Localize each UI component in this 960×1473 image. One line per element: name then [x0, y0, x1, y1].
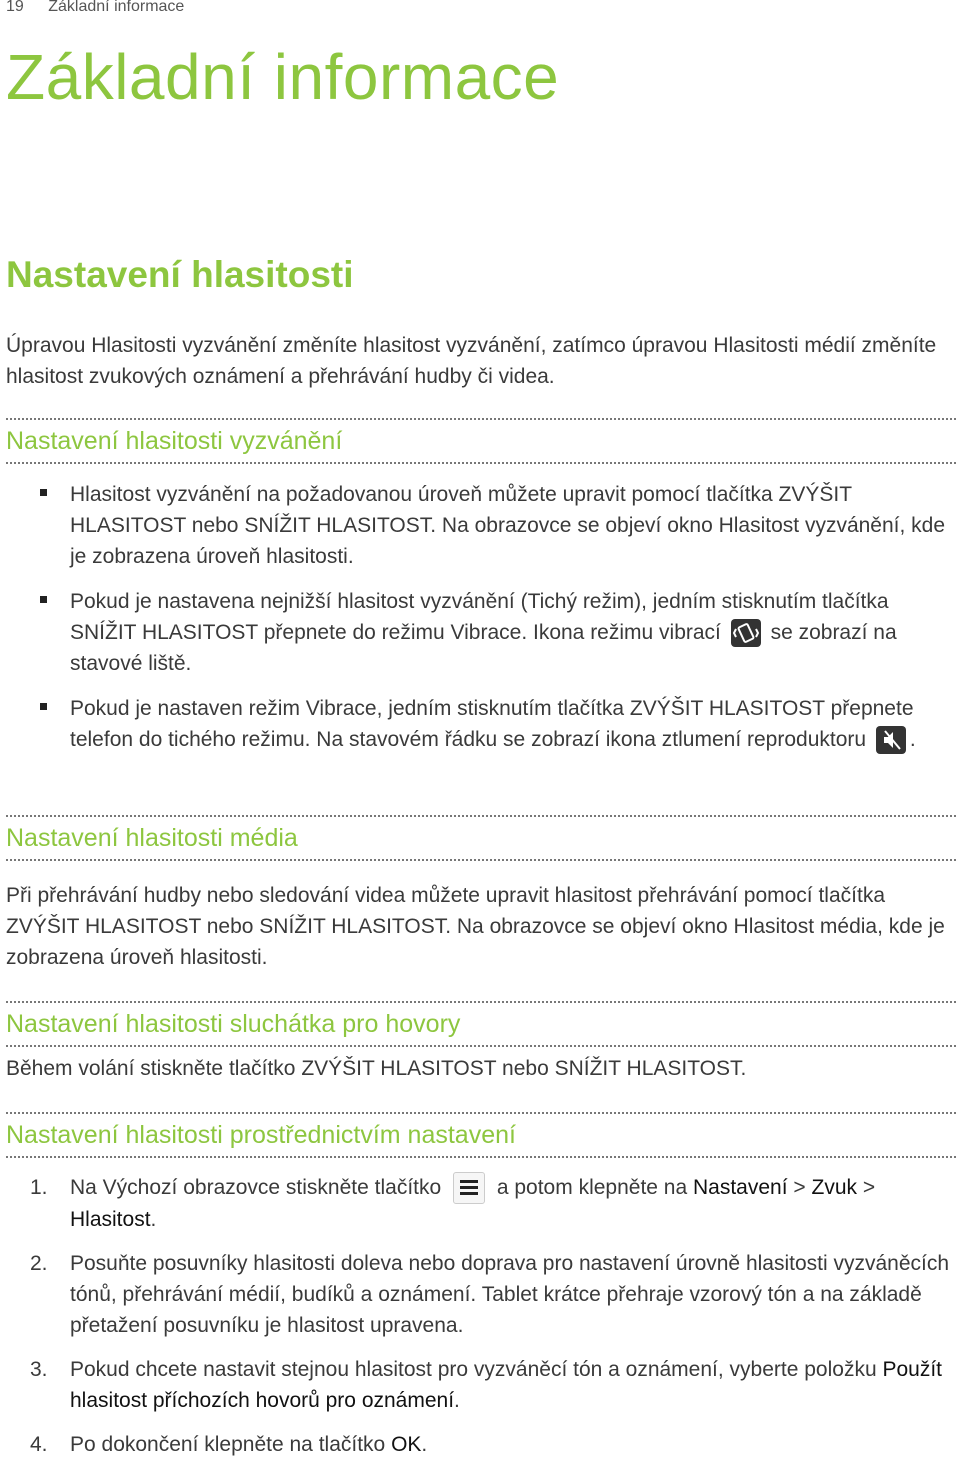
ui-term: Zvuk: [811, 1176, 858, 1199]
earpiece-title: Nastavení hlasitosti sluchátka pro hovory: [6, 1010, 461, 1038]
list-item-text: .: [909, 728, 916, 751]
media-title: Nastavení hlasitosti média: [6, 824, 298, 852]
step-number: 3.: [30, 1358, 48, 1382]
running-header: [6, 0, 184, 16]
step-text: Po dokončení klepněte na tlačítko: [70, 1433, 392, 1457]
running-title: Základní informace: [48, 0, 185, 15]
intro-paragraph: Úpravou Hlasitosti vyzvánění změníte hlasitost vyzvánění, zatímco úpravou Hlasitosti médií změníte hlasitost zvukových oznámení a přehrávání hudby či videa.: [6, 334, 937, 388]
ui-term: Hlasitost: [70, 1208, 151, 1232]
chapter-title: Základní informace: [6, 41, 560, 113]
divider: [6, 859, 956, 861]
step-text: .: [421, 1433, 428, 1457]
list-item: [0, 586, 955, 679]
menu-icon: [453, 1172, 485, 1204]
list-item: [0, 1429, 955, 1460]
step-text: Pokud chcete nastavit stejnou hlasitost pro vyzváněcí tón a oznámení, vyberte položku: [70, 1358, 883, 1382]
page-number: 19: [6, 0, 24, 15]
settings-steps-list: [0, 1172, 955, 1473]
list-item-text: Pokud je nastaven režim Vibrace, jedním stisknutím tlačítka ZVÝŠIT HLASITOST přepnete telefon do tichého režimu. Na stavovém řádku se zobrazí ikona ztlumení reproduktoru: [70, 697, 914, 751]
step-text: Na Výchozí obrazovce stiskněte tlačítko: [70, 1176, 448, 1199]
list-item-text: Pokud je nastavena nejnižší hlasitost vyzvánění (Tichý režim), jedním stisknutím tlačítka SNÍŽIT HLASITOST přepnete do režimu Vibrace. Ikona režimu vibrací: [70, 590, 889, 644]
settings-subsection-heading: [6, 1112, 956, 1158]
section-title: Nastavení hlasitosti: [6, 254, 354, 295]
step-text: >: [857, 1176, 876, 1199]
vibrate-mode-icon: [731, 619, 761, 647]
step-text: .: [454, 1389, 460, 1413]
list-item: [0, 693, 955, 755]
list-item: [0, 1354, 955, 1416]
bullet-icon: [40, 489, 47, 496]
divider: [6, 1156, 956, 1158]
ringer-subsection-heading: [6, 418, 956, 464]
ringer-title: Nastavení hlasitosti vyzvánění: [6, 427, 343, 455]
step-text: >: [787, 1176, 812, 1199]
list-item: [0, 1172, 955, 1235]
ui-term: OK: [391, 1433, 422, 1457]
step-text: .: [150, 1208, 157, 1232]
ui-term: Nastavení: [693, 1176, 788, 1199]
list-item-text: se zobrazí na stavové liště.: [70, 621, 897, 675]
divider: [6, 462, 956, 464]
bullet-icon: [40, 703, 47, 710]
list-item: [0, 479, 955, 572]
ui-term: Použít hlasitost příchozích hovorů pro oznámení: [70, 1358, 943, 1413]
step-text: Posuňte posuvníky hlasitosti doleva nebo doprava pro nastavení úrovně hlasitosti vyzváněcích tónů, přehrávání médií, budíků a oznámení. Tablet krátce přehraje vzorový tón a na základě přetažení posuvníku je hlasitost upravena.: [70, 1252, 950, 1338]
earpiece-subsection-heading: [6, 1001, 956, 1047]
step-number: 4.: [30, 1433, 48, 1457]
media-subsection-heading: [6, 815, 956, 861]
list-item: [0, 1248, 955, 1341]
step-text: a potom klepněte na: [491, 1176, 693, 1199]
step-number: 2.: [30, 1252, 48, 1276]
bullet-icon: [40, 596, 47, 603]
speaker-mute-icon: [876, 726, 906, 754]
earpiece-paragraph: Během volání stiskněte tlačítko ZVÝŠIT HLASITOST nebo SNÍŽIT HLASITOST.: [6, 1057, 747, 1080]
media-paragraph: Při přehrávání hudby nebo sledování videa můžete upravit hlasitost přehrávání pomocí tlačítka ZVÝŠIT HLASITOST nebo SNÍŽIT HLASITOST. Na obrazovce se objeví okno Hlasitost média, kde je zobrazena úroveň hlasitosti.: [6, 884, 945, 969]
divider: [6, 1045, 956, 1047]
settings-title: Nastavení hlasitosti prostřednictvím nastavení: [6, 1121, 516, 1149]
ringer-bullet-list: [0, 479, 955, 769]
list-item-text: Hlasitost vyzvánění na požadovanou úroveň můžete upravit pomocí tlačítka ZVÝŠIT HLASITOST nebo SNÍŽIT HLASITOST. Na obrazovce se objeví okno Hlasitost vyzvánění, kde je zobrazena úroveň hlasitosti.: [70, 483, 946, 568]
step-number: 1.: [30, 1176, 48, 1199]
